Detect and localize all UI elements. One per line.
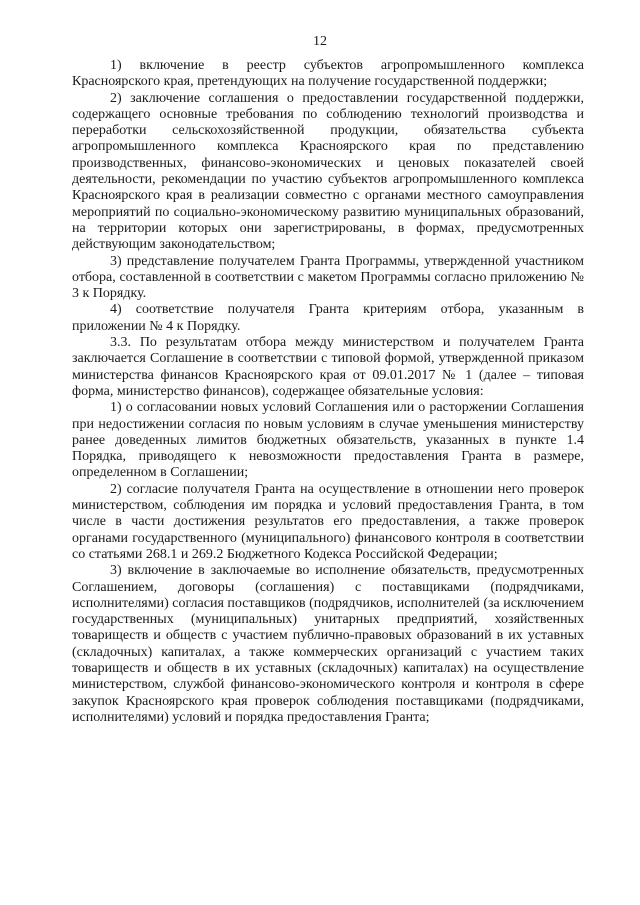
paragraph: 3) включение в заключаемые во исполнение обязательств, предусмотренных Соглашением, договоры (соглашения) с поставщиками (подрядчиками, исполнителями) согласия поставщиков (подрядчиков, исполнителей (за исключением государственных (муниципальных) унитарных предприятий, хозяйственных товариществ и обществ с участием публично-правовых образований в их уставных (складочных) капиталах, а также коммерческих организаций с участием таких товариществ и обществ в их уставных (складочных) капиталах) на осуществление министерством, службой финансово-экономического контроля и контроля в сфере закупок Красноярского края проверок соблюдения поставщиками (подрядчиками, исполнителями) условий и порядка предоставления Гранта;	[72, 563, 584, 725]
paragraph: 2) заключение соглашения о предоставлении государственной поддержки, содержащего основные требования по соблюдению технологий производства и переработки сельскохозяйственной продукции, обязательства субъекта агропромышленного комплекса Красноярского края по представлению производственных, финансово-экономических и ценовых показателей своей деятельности, рекомендации по участию субъектов агропромышленного комплекса Красноярского края в реализации совместно с органами местного самоуправления мероприятий по социально-экономическому развитию муниципальных образований, на территории которых они зарегистрированы, в формах, предусмотренных действующим законодательством;	[72, 90, 584, 253]
paragraph: 2) согласие получателя Гранта на осуществление в отношении него проверок министерством, соблюдения им порядка и условий предоставления Гранта, в том числе в части достижения результатов его предоставления, а также проверок органами государственного (муниципального) финансового контроля в соответствии со статьями 268.1 и 269.2 Бюджетного Кодекса Российской Федерации;	[72, 481, 584, 562]
document-body	[72, 58, 584, 726]
paragraph: 1) включение в реестр субъектов агропромышленного комплекса Красноярского края, претендующих на получение государственной поддержки;	[72, 58, 584, 90]
paragraph: 4) соответствие получателя Гранта критериям отбора, указанным в приложении № 4 к Порядку.	[72, 302, 584, 334]
paragraph: 3.3. По результатам отбора между министерством и получателем Гранта заключается Соглашение в соответствии с типовой формой, утвержденной приказом министерства финансов Красноярского края от 09.01.2017 № 1 (далее – типовая форма, министерство финансов), содержащее обязательные условия:	[72, 335, 584, 399]
paragraph: 1) о согласовании новых условий Соглашения или о расторжении Соглашения при недостижении согласия по новым условиям в случае уменьшения министерству ранее доведенных лимитов бюджетных обязательств, указанных в пункте 1.4 Порядка, приводящего к невозможности предоставления Гранта в размере, определенном в Соглашении;	[72, 400, 584, 481]
paragraph: 3) представление получателем Гранта Программы, утвержденной участником отбора, составленной в соответствии с макетом Программы согласно приложению № 3 к Порядку.	[72, 253, 584, 302]
page-number: 12	[313, 34, 327, 49]
